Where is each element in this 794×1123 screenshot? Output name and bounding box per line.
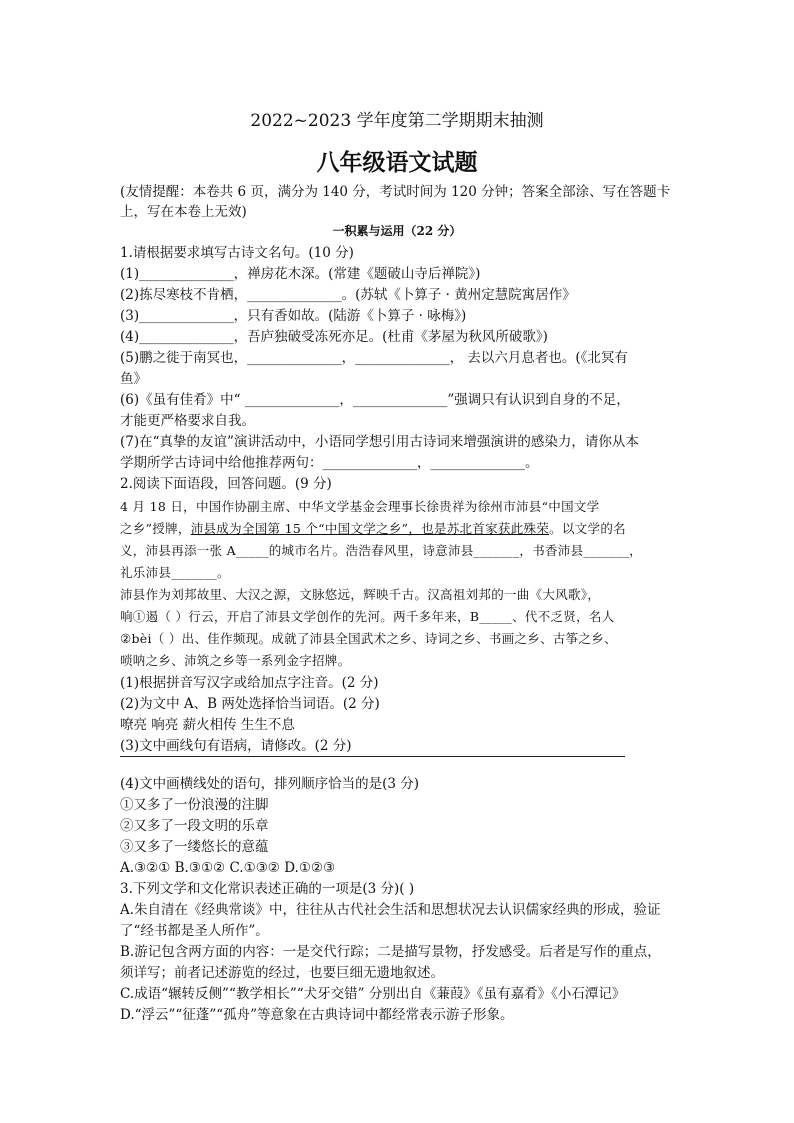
passage-line: 之乡”授牌，沛县成为全国第 15 个“中国文学之乡”，也是苏北首家获此殊荣。以文学的名 [120, 521, 626, 536]
passage-line: ②bèi（ ）出、佳作频现。成就了沛县全国武术之乡、诗词之乡、书画之乡、古筝之乡、 [120, 631, 617, 646]
passage-line: 礼乐沛县_______。 [120, 565, 230, 580]
passage-line: 沛县作为刘邦故里、大汉之源，文脉悠远，辉映千古。汉高祖刘邦的一曲《大风歌》， [120, 587, 601, 602]
q1-item: 鱼》 [120, 371, 147, 387]
underlined-sentence: 沛县成为全国第 15 个“中国文学之乡”，也是苏北首家获此殊荣 [190, 521, 550, 536]
q1-item: (6)《虽有佳肴》中“ ______________，______________”强调只有认识到自身的不足， [120, 392, 630, 408]
q3-option: A.朱自清在《经典常谈》中，往往从古代社会生活和思想状况去认识儒家经典的形成，验证 [120, 902, 661, 918]
question-1-stem: 1.请根据要求填写古诗文名句。(10 分) [120, 245, 354, 261]
q3-option: D.“浮云”“征蓬”“孤舟”等意象在古典诗词中都经常表示游子形象。 [120, 1007, 514, 1023]
q2-subquestion-4: (4)文中画横线处的语句，排列顺序恰当的是(3 分) [120, 776, 420, 792]
q1-item: (7)在“真挚的友谊”演讲活动中，小语同学想引用古诗词来增强演讲的感染力，请你从本 [120, 434, 639, 450]
passage-line: 4 月 18 日，中国作协副主席、中华文学基金会理事长徐贵祥为徐州市沛县“中国文学 [120, 499, 600, 514]
q3-option: C.成语“辗转反侧”“教学相长”“犬牙交错” 分别出自《蒹葭》《虽有嘉肴》《小石潭记》 [120, 986, 626, 1002]
q2-subquestion: (3)文中画线句有语病，请修改。(2 分) [120, 738, 352, 754]
exam-title: 八年级语文试题 [316, 150, 478, 176]
answer-line [120, 756, 625, 757]
question-3-stem: 3.下列文学和文化常识表述正确的一项是(3 分)( ) [120, 881, 415, 897]
section-title: 一积累与运用（22 分） [332, 224, 462, 238]
passage-line: 响①遏（ ）行云，开启了沛县文学创作的先河。两千多年来，B_____、代不乏贤，名人 [120, 609, 615, 624]
q2-subquestion: (2)为文中 A、B 两处选择恰当词语。(2 分) [120, 696, 380, 712]
passage-line: 义，沛县再添一张 A_____的城市名片。浩浩春风里，诗意沛县_______，书香沛县_______， [120, 543, 643, 558]
exam-term: 2022~2023 学年度第二学期期末抽测 [250, 111, 544, 131]
q1-item: (5)鹏之徙于南冥也，______________，______________， 去以六月息者也。(《北冥有 [120, 350, 628, 366]
q2-word-choices: 嘹亮 响亮 薪火相传 生生不息 [120, 717, 295, 733]
notice-line: (友情提醒：本卷共 6 页，满分为 140 分，考试时间为 120 分钟；答案全部涂、写在答题卡 [120, 184, 671, 200]
q1-item: (2)拣尽寒枝不肯栖，______________。(苏轼《卜算子 · 黄州定慧院寓居作》 [120, 287, 576, 303]
q2-option: ③又多了一缕悠长的意蕴 [120, 839, 269, 855]
q2-option: ①又多了一份浪漫的注脚 [120, 797, 269, 813]
q1-item: 学期所学古诗词中给他推荐两句：______________，______________。 [120, 455, 539, 471]
q3-option: B.游记包含两方面的内容：一是交代行踪；二是描写景物，抒发感受。后者是写作的重点， [120, 944, 661, 960]
q1-item: (1)______________，禅房花木深。(常建《题破山寺后禅院》) [120, 266, 481, 282]
question-2-stem: 2.阅读下面语段，回答问题。(9 分) [120, 476, 332, 492]
q3-option: 须详写；前者记述游览的经过，也要巨细无遗地叙述。 [120, 965, 444, 981]
q1-item: (4)______________，吾庐独破受冻死亦足。(杜甫《茅屋为秋风所破歌》) [120, 329, 548, 345]
q2-subquestion: (1)根据拼音写汉字或给加点字注音。(2 分) [120, 675, 379, 691]
q2-option: ②又多了一段文明的乐章 [120, 818, 269, 834]
q1-item: (3)______________，只有香如故。(陆游《卜算子 · 咏梅》) [120, 308, 467, 324]
q3-option: 了“经书都是圣人所作”。 [120, 923, 269, 939]
passage-line: 唢呐之乡、沛筑之乡等一系列金字招牌。 [120, 653, 351, 668]
q1-item: 才能更严格要求自我。 [120, 413, 255, 429]
q2-answer-choices: A.③②① B.③①② C.①③② D.①②③ [120, 860, 336, 876]
notice-line: 上，写在本卷上无效) [120, 204, 247, 220]
